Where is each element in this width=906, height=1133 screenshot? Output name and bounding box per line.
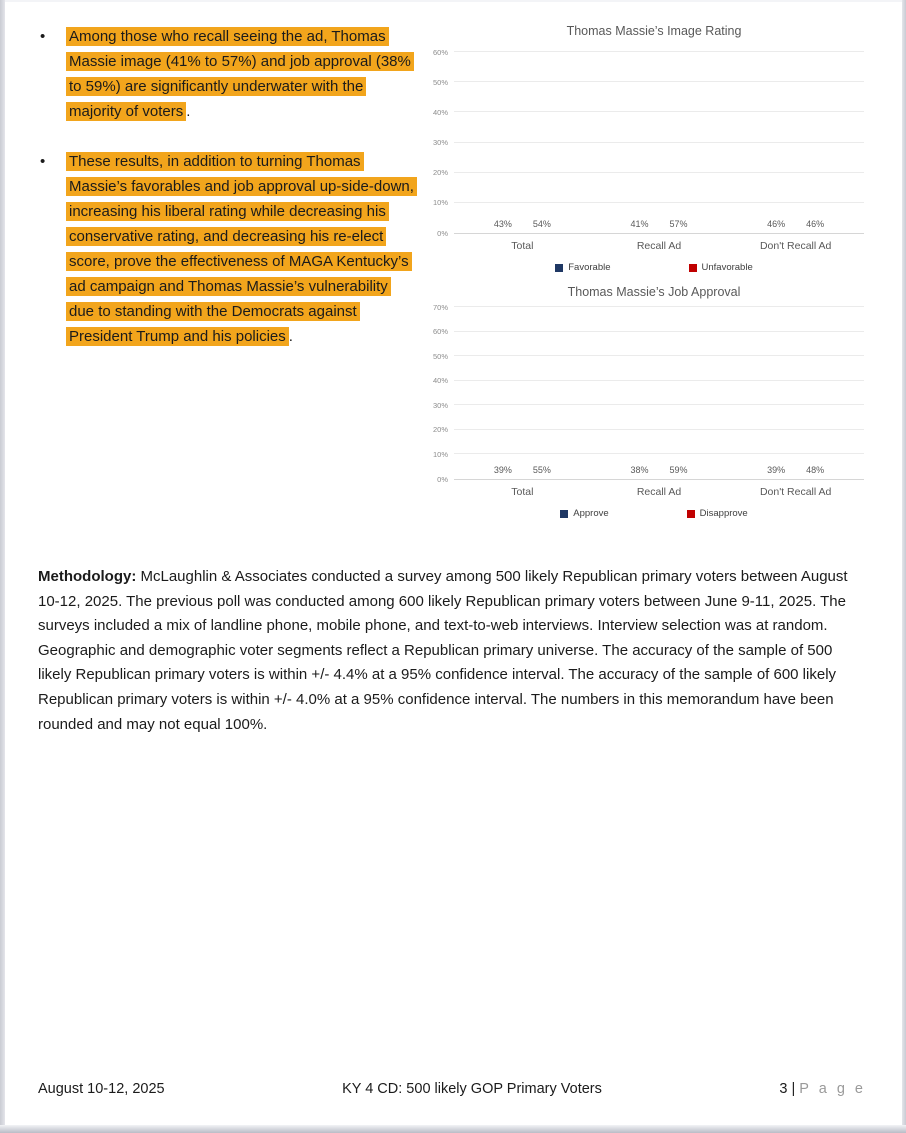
gridline — [454, 142, 864, 143]
gridline — [454, 202, 864, 203]
y-axis-tick: 60% — [432, 47, 448, 57]
chart-image-rating — [418, 24, 870, 273]
bar-value-label: 57% — [669, 219, 688, 229]
gridline — [454, 404, 864, 405]
legend-marker-icon — [555, 264, 563, 272]
gridline — [454, 380, 864, 381]
legend-label: Favorable — [568, 262, 611, 273]
chart-job-approval — [418, 285, 870, 519]
bullet-text — [66, 24, 416, 124]
y-axis-tick: 20% — [432, 425, 448, 435]
x-axis-labels — [454, 240, 864, 252]
page-edge-right — [902, 0, 906, 1133]
y-axis-tick: 0% — [437, 474, 448, 484]
top-section — [38, 24, 870, 519]
bar-value-label: 39% — [493, 465, 512, 475]
legend-marker-icon — [560, 510, 568, 518]
legend-marker-icon — [689, 264, 697, 272]
methodology-paragraph — [38, 565, 868, 737]
bar-value-label: 38% — [630, 465, 649, 475]
bar-value-label: 54% — [532, 219, 551, 229]
legend-label: Disapprove — [699, 508, 748, 519]
y-axis-tick: 10% — [432, 449, 448, 459]
legend-item — [555, 262, 610, 273]
page-edge-top — [0, 0, 906, 2]
x-axis-label: Don't Recall Ad — [759, 240, 832, 252]
chart-legend — [418, 262, 870, 273]
chart-legend — [418, 508, 870, 519]
bullet-period: . — [288, 328, 293, 345]
gridline — [454, 453, 864, 454]
methodology-label: Methodology: — [38, 568, 137, 585]
legend-item — [560, 508, 608, 519]
y-axis-tick: 30% — [432, 400, 448, 410]
legend-label: Approve — [573, 508, 609, 519]
legend-marker-icon — [687, 510, 695, 518]
footer-date: August 10-12, 2025 — [38, 1081, 165, 1097]
bullet-marker: • — [40, 153, 46, 170]
y-axis-tick: 10% — [432, 198, 448, 208]
x-axis-label: Don't Recall Ad — [759, 486, 832, 498]
gridline — [454, 355, 864, 356]
y-axis-tick: 20% — [432, 167, 448, 177]
page-edge-left — [0, 0, 5, 1133]
x-axis-label: Total — [511, 486, 534, 498]
plot-area — [432, 47, 864, 238]
x-axis-labels — [454, 486, 864, 498]
bar-groups — [454, 52, 864, 233]
gridline — [454, 111, 864, 112]
bar-value-label: 39% — [767, 465, 786, 475]
y-axis-tick: 30% — [432, 137, 448, 147]
y-axis-tick: 70% — [432, 302, 448, 312]
y-axis-tick: 50% — [432, 77, 448, 87]
bar-value-label: 55% — [532, 465, 551, 475]
legend-item — [689, 262, 753, 273]
bullet-period: . — [186, 103, 191, 120]
plot-area — [432, 302, 864, 484]
bar-value-label: 43% — [493, 219, 512, 229]
page-footer — [38, 1081, 866, 1097]
footer-title: KY 4 CD: 500 likely GOP Primary Voters — [342, 1081, 602, 1097]
bullet-marker: • — [40, 28, 46, 45]
bar-value-label: 46% — [767, 219, 786, 229]
gridline — [454, 331, 864, 332]
bar-value-label: 41% — [630, 219, 649, 229]
legend-item — [687, 508, 748, 519]
highlighted-text: These results, in addition to turning Thomas Massie’s favorables and job approval up-side-down, increasing his liberal rating while decreasing his conservative rating, and decreasing his re-elect score, prove the effectiveness of MAGA Kentucky’s ad campaign and Thomas Massie’s vulnerability due to standing with the Democrats against President Trump and his policies — [66, 152, 417, 346]
gridline — [454, 172, 864, 173]
y-axis-tick: 40% — [432, 107, 448, 117]
bar-value-label: 59% — [669, 465, 688, 475]
x-axis-label: Recall Ad — [636, 240, 682, 252]
y-axis-tick: 50% — [432, 351, 448, 361]
y-axis-tick: 60% — [432, 326, 448, 336]
page-edge-bottom — [0, 1125, 906, 1133]
gridline — [454, 81, 864, 82]
y-axis-tick: 0% — [437, 228, 448, 238]
x-axis-label: Recall Ad — [636, 486, 682, 498]
bar-value-label: 48% — [806, 465, 825, 475]
y-axis-tick: 40% — [432, 375, 448, 385]
x-axis-label: Total — [511, 240, 534, 252]
methodology-text: McLaughlin & Associates conducted a survey among 500 likely Republican primary voters between August 10-12, 2025. The previous poll was conducted among 600 likely Republican primary voters between June 9-11, 2025. The surveys included a mix of landline phone, mobile phone, and text-to-web interviews. Interview selection was at random. Geographic and demographic voter segments reflect a Republican primary universe. The accuracy of the sample of 500 likely Republican primary voters is within +/- 4.4% at a 95% confidence interval. The accuracy of the sample of 600 likely Republican primary voters is within +/- 4.0% at a 95% confidence interval. The numbers in this memorandum have been rounded and may not equal 100%. — [38, 568, 848, 733]
bar-value-label: 46% — [806, 219, 825, 229]
bullet-text — [66, 149, 416, 349]
bullet-item — [38, 149, 416, 349]
gridline — [454, 429, 864, 430]
highlighted-text: Among those who recall seeing the ad, Thomas Massie image (41% to 57%) and job approval (38% to 59%) are significantly underwater with the majority of voters — [66, 27, 414, 121]
gridline — [454, 51, 864, 52]
chart-title: Thomas Massie’s Image Rating — [566, 24, 742, 38]
legend-label: Unfavorable — [701, 262, 753, 273]
chart-title: Thomas Massie’s Job Approval — [567, 285, 741, 299]
gridline — [454, 306, 864, 307]
charts-column — [418, 24, 870, 519]
footer-page-number: 3 | P a g e — [779, 1081, 866, 1097]
bullet-item — [38, 24, 416, 124]
bullet-list — [38, 24, 416, 349]
